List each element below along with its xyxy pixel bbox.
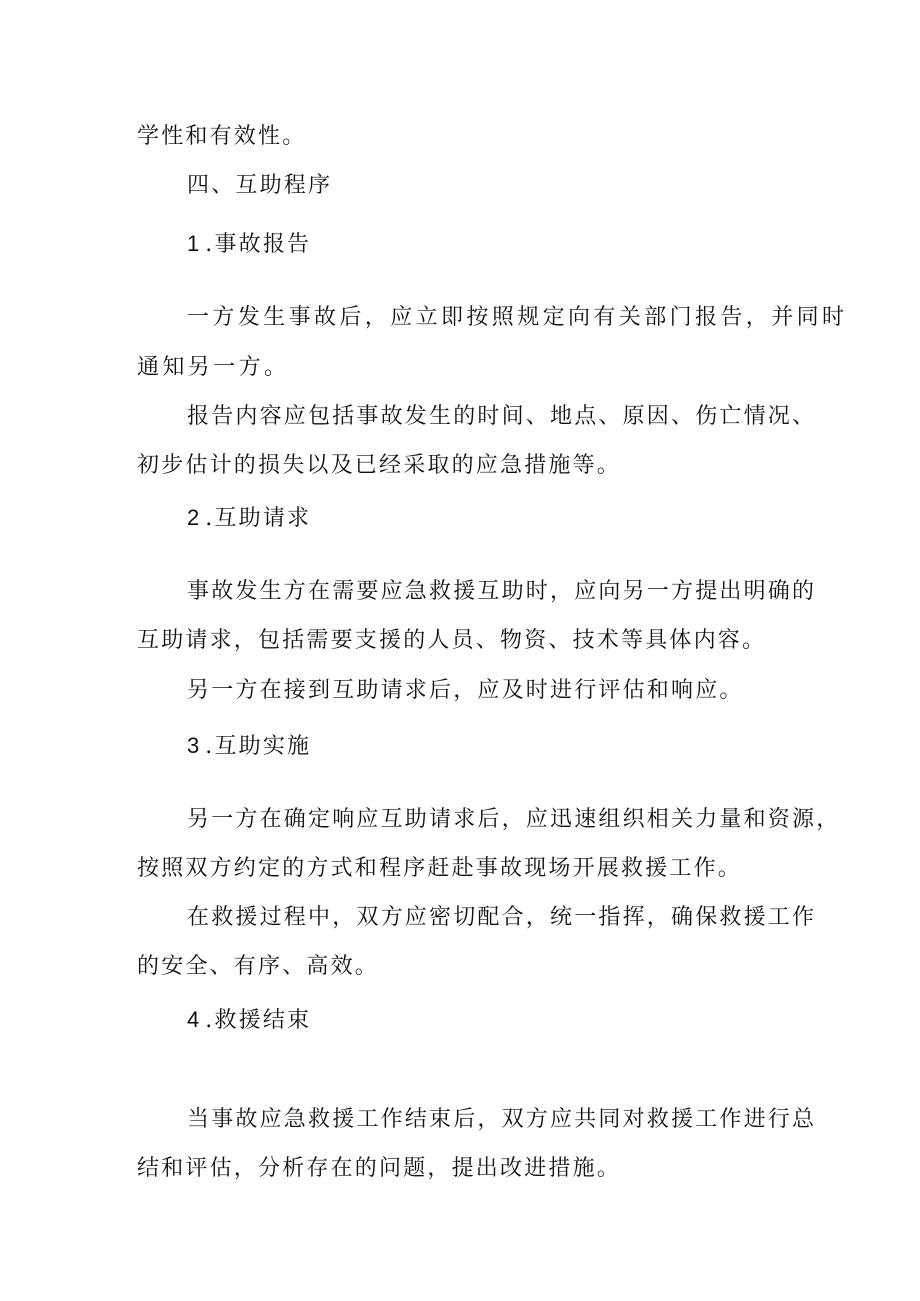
paragraph-line: 结和评估，分析存在的问题，提出改进措施。 bbox=[137, 1156, 622, 1181]
paragraph-line: 初步估计的损失以及已经采取的应急措施等。 bbox=[137, 453, 622, 478]
subsection-title: .事故报告 bbox=[205, 232, 312, 257]
continued-text-line: 学性和有效性。 bbox=[137, 124, 307, 149]
paragraph-line: 互助请求，包括需要支援的人员、物资、技术等具体内容。 bbox=[137, 628, 767, 653]
paragraph-line: 一方发生事故后，应立即按照规定向有关部门报告，并同时 bbox=[187, 305, 848, 330]
subsection-title: .互助请求 bbox=[205, 506, 312, 531]
subsection-number: 1 bbox=[187, 231, 200, 256]
paragraph-line: 另一方在确定响应互助请求后，应迅速组织相关力量和资源， bbox=[187, 807, 841, 832]
paragraph-line: 按照双方约定的方式和程序赶赴事故现场开展救援工作。 bbox=[137, 856, 743, 881]
paragraph-line: 在救援过程中，双方应密切配合，统一指挥，确保救援工作 bbox=[187, 905, 817, 930]
subsection-heading-1 bbox=[187, 229, 311, 260]
subsection-heading-2 bbox=[187, 503, 311, 534]
paragraph-line: 报告内容应包括事故发生的时间、地点、原因、伤亡情况、 bbox=[187, 404, 817, 429]
subsection-number: 4 bbox=[187, 1007, 200, 1032]
section-heading: 四、互助程序 bbox=[187, 173, 333, 198]
paragraph-line: 的安全、有序、高效。 bbox=[137, 954, 380, 979]
subsection-number: 3 bbox=[187, 733, 200, 758]
subsection-heading-4 bbox=[187, 1005, 311, 1036]
paragraph-line: 通知另一方。 bbox=[137, 355, 290, 380]
subsection-heading-3 bbox=[187, 731, 311, 762]
subsection-title: .救援结束 bbox=[205, 1008, 312, 1033]
subsection-number: 2 bbox=[187, 505, 200, 530]
subsection-title: .互助实施 bbox=[205, 734, 312, 759]
paragraph-line: 事故发生方在需要应急救援互助时，应向另一方提出明确的 bbox=[187, 579, 817, 604]
paragraph-line: 当事故应急救援工作结束后，双方应共同对救援工作进行总 bbox=[187, 1107, 817, 1132]
paragraph-line: 另一方在接到互助请求后，应及时进行评估和响应。 bbox=[187, 678, 744, 703]
